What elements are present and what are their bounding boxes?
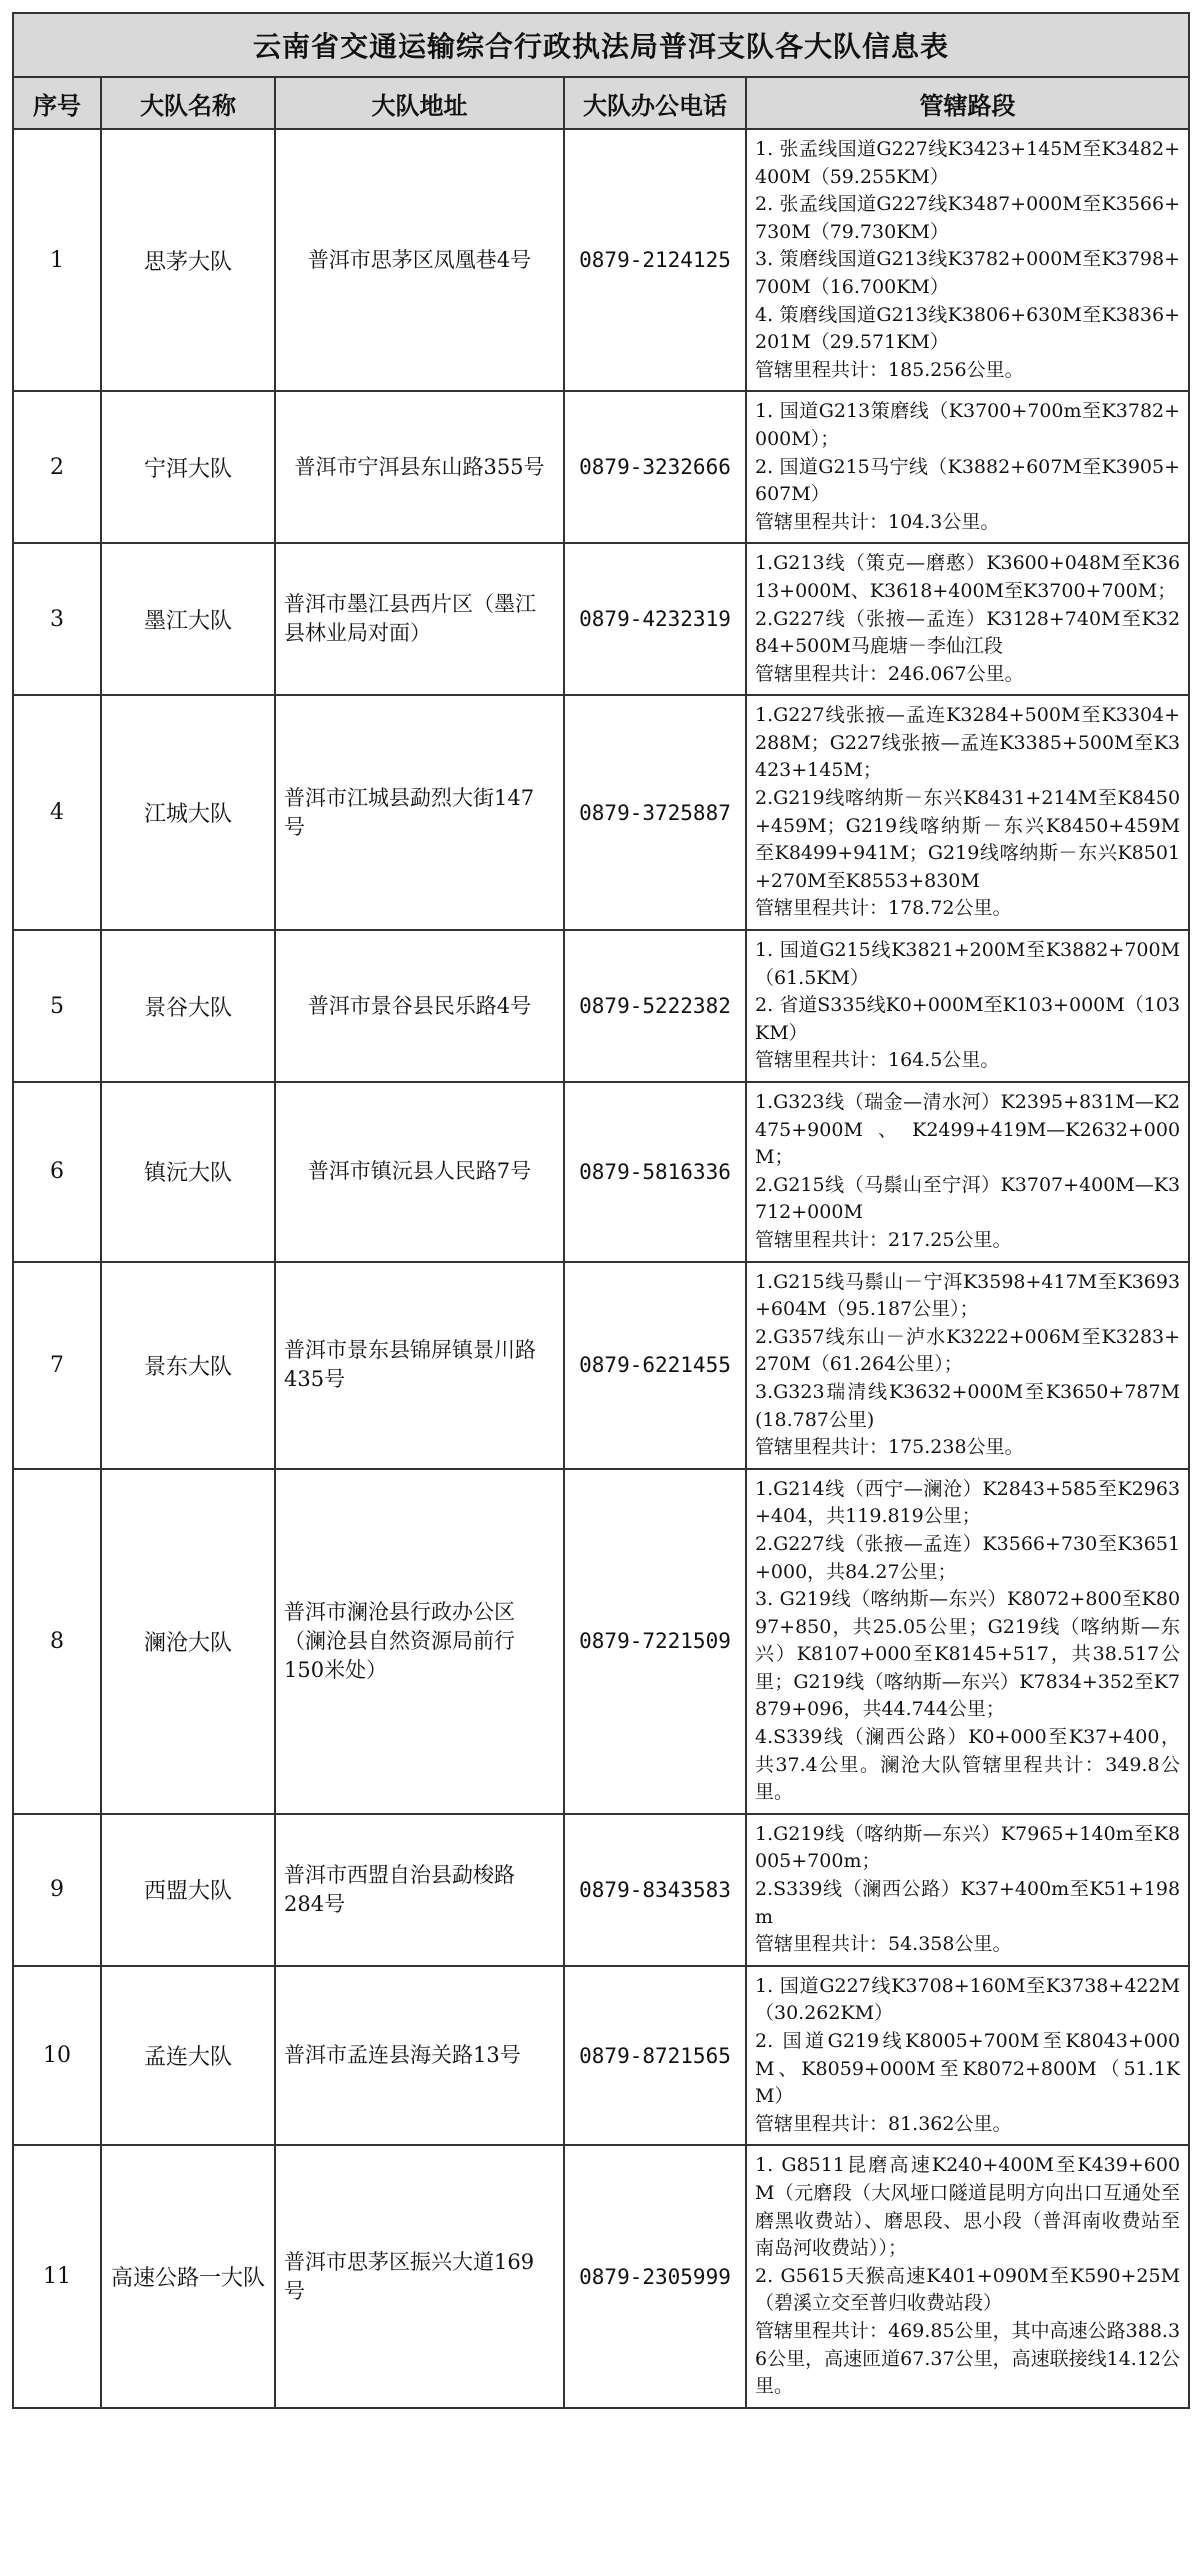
jurisdiction-routes (746, 129, 1189, 391)
row-number: 5 (13, 930, 101, 1082)
brigade-address: 普洱市江城县勐烈大街147号 (275, 695, 564, 930)
brigade-address: 普洱市景谷县民乐路4号 (275, 930, 564, 1082)
jurisdiction-routes (746, 391, 1189, 543)
table-row (13, 129, 1189, 391)
row-number: 3 (13, 543, 101, 695)
route-line: 2. 省道S335线K0+000M至K103+000M（103KM） (755, 994, 1181, 1044)
route-line: 4. 策磨线国道G213线K3806+630M至K3836+201M（29.571KM） (755, 303, 1181, 354)
header-no: 序号 (13, 77, 101, 129)
brigade-name: 墨江大队 (101, 543, 275, 695)
row-number: 7 (13, 1262, 101, 1469)
brigade-name: 澜沧大队 (101, 1469, 275, 1814)
route-line: 管辖里程共计：178.72公里。 (755, 897, 1012, 920)
route-line: 管辖里程共计：81.362公里。 (755, 2112, 1012, 2135)
table-row (13, 1469, 1189, 1814)
office-phone: 0879-5816336 (564, 1082, 746, 1262)
brigade-address: 普洱市墨江县西片区（墨江县林业局对面） (275, 543, 564, 695)
route-line: 1. 国道G215线K3821+200M至K3882+700M（61.5KM） (755, 939, 1181, 989)
table-row (13, 930, 1189, 1082)
brigade-address: 普洱市孟连县海关路13号 (275, 1966, 564, 2146)
route-line: 2.G227线（张掖—孟连）K3128+740M至K3284+500M马鹿塘－李仙江段 (755, 607, 1181, 658)
brigade-name: 景谷大队 (101, 930, 275, 1082)
route-line: 1.G323线（瑞金—清水河）K2395+831M—K2475+900M、K2499+419M—K2632+000M； (755, 1091, 1181, 1169)
table-title: 云南省交通运输综合行政执法局普洱支队各大队信息表 (13, 13, 1189, 77)
office-phone: 0879-3725887 (564, 695, 746, 930)
route-line: 1.G213线（策克—磨憨）K3600+048M至K3613+000M、K3618+400M至K3700+700M； (755, 552, 1181, 602)
brigade-name: 思茅大队 (101, 129, 275, 391)
route-line: 1. G8511昆磨高速K240+400M至K439+600M（元磨段（大风垭口隧道昆明方向出口互通处至磨黑收费站）、磨思段、思小段（普洱南收费站至南岛河收费站））； (755, 2154, 1181, 2260)
brigade-address: 普洱市西盟自治县勐梭路284号 (275, 1814, 564, 1966)
route-line: 2.S339线（澜西公路）K37+400m至K51+198m (755, 1878, 1181, 1928)
jurisdiction-routes (746, 2145, 1189, 2407)
row-number: 8 (13, 1469, 101, 1814)
header-row (13, 77, 1189, 129)
table-row (13, 543, 1189, 695)
route-line: 管辖里程共计：54.358公里。 (755, 1933, 1012, 1956)
office-phone: 0879-3232666 (564, 391, 746, 543)
route-line: 1. 张孟线国道G227线K3423+145M至K3482+400M（59.255KM） (755, 138, 1181, 188)
route-line: 管辖里程共计：185.256公里。 (755, 358, 1024, 381)
route-line: 3. G219线（喀纳斯—东兴）K8072+800至K8097+850，共25.05公里；G219线（喀纳斯—东兴）K8107+000至K8145+517，共38.517公里；G219线（喀纳斯—东兴）K7834+352至K7879+096，共44.744公里； (755, 1588, 1181, 1721)
brigade-name: 孟连大队 (101, 1966, 275, 2146)
office-phone: 0879-7221509 (564, 1469, 746, 1814)
brigade-name: 镇沅大队 (101, 1082, 275, 1262)
route-line: 2.G219线喀纳斯－东兴K8431+214M至K8450+459M；G219线喀纳斯－东兴K8450+459M至K8499+941M；G219线喀纳斯－东兴K8501+270M至K8553+830M (755, 787, 1181, 892)
row-number: 6 (13, 1082, 101, 1262)
title-row (13, 13, 1189, 77)
row-number: 1 (13, 129, 101, 391)
table-row (13, 2145, 1189, 2407)
table-row (13, 1814, 1189, 1966)
table-row (13, 1262, 1189, 1469)
route-line: 1.G219线（喀纳斯—东兴）K7965+140m至K8005+700m； (755, 1822, 1181, 1873)
route-line: 管辖里程共计：217.25公里。 (755, 1228, 1012, 1251)
jurisdiction-routes (746, 1814, 1189, 1966)
office-phone: 0879-8721565 (564, 1966, 746, 2146)
brigade-name: 景东大队 (101, 1262, 275, 1469)
table-row (13, 391, 1189, 543)
office-phone: 0879-4232319 (564, 543, 746, 695)
info-table (12, 12, 1190, 2409)
route-line: 管辖里程共计：246.067公里。 (755, 662, 1024, 685)
brigade-address: 普洱市澜沧县行政办公区（澜沧县自然资源局前行150米处） (275, 1469, 564, 1814)
office-phone: 0879-2305999 (564, 2145, 746, 2407)
header-address: 大队地址 (275, 77, 564, 129)
route-line: 2. 国道G215马宁线（K3882+607M至K3905+607M） (755, 455, 1181, 506)
route-line: 1. 国道G227线K3708+160M至K3738+422M（30.262KM） (755, 1974, 1181, 2025)
office-phone: 0879-5222382 (564, 930, 746, 1082)
brigade-name: 西盟大队 (101, 1814, 275, 1966)
row-number: 4 (13, 695, 101, 930)
route-line: 1.G227线张掖—孟连K3284+500M至K3304+288M；G227线张掖—孟连K3385+500M至K3423+145M； (755, 704, 1181, 782)
route-line: 3.G323瑞清线K3632+000M至K3650+787M(18.787公里) (755, 1380, 1181, 1431)
route-line: 1.G214线（西宁—澜沧）K2843+585至K2963+404，共119.819公里； (755, 1477, 1181, 1528)
route-line: 2.G227线（张掖—孟连）K3566+730至K3651+000，共84.27公里； (755, 1532, 1181, 1583)
jurisdiction-routes (746, 1262, 1189, 1469)
brigade-name: 高速公路一大队 (101, 2145, 275, 2407)
row-number: 2 (13, 391, 101, 543)
route-line: 1.G215线马鬃山－宁洱K3598+417M至K3693+604M（95.187公里）； (755, 1270, 1181, 1321)
header-phone: 大队办公电话 (564, 77, 746, 129)
jurisdiction-routes (746, 1966, 1189, 2146)
row-number: 11 (13, 2145, 101, 2407)
route-line: 4.S339线（澜西公路）K0+000至K37+400，共37.4公里。澜沧大队管辖里程共计：349.8公里。 (755, 1726, 1181, 1804)
route-line: 2. G5615天猴高速K401+090M至K590+25M（碧溪立交至普归收费站段） (755, 2264, 1181, 2315)
brigade-address: 普洱市宁洱县东山路355号 (275, 391, 564, 543)
route-line: 2.G215线（马鬃山至宁洱）K3707+400M—K3712+000M (755, 1173, 1181, 1224)
office-phone: 0879-2124125 (564, 129, 746, 391)
header-route: 管辖路段 (746, 77, 1189, 129)
jurisdiction-routes (746, 930, 1189, 1082)
route-line: 管辖里程共计：104.3公里。 (755, 510, 1000, 533)
table-row (13, 1082, 1189, 1262)
route-line: 1. 国道G213策磨线（K3700+700m至K3782+000M）； (755, 400, 1181, 450)
route-line: 3. 策磨线国道G213线K3782+000M至K3798+700M（16.700KM） (755, 248, 1181, 298)
table-row (13, 695, 1189, 930)
brigade-address: 普洱市思茅区振兴大道169号 (275, 2145, 564, 2407)
route-line: 2. 国道G219线K8005+700M至K8043+000M、K8059+000M至K8072+800M（51.1KM） (755, 2030, 1181, 2108)
route-line: 2. 张孟线国道G227线K3487+000M至K3566+730M（79.730KM） (755, 193, 1181, 243)
brigade-address: 普洱市思茅区凤凰巷4号 (275, 129, 564, 391)
brigade-name: 江城大队 (101, 695, 275, 930)
brigade-address: 普洱市景东县锦屏镇景川路435号 (275, 1262, 564, 1469)
jurisdiction-routes (746, 543, 1189, 695)
table-row (13, 1966, 1189, 2146)
brigade-name: 宁洱大队 (101, 391, 275, 543)
office-phone: 0879-8343583 (564, 1814, 746, 1966)
route-line: 管辖里程共计：469.85公里，其中高速公路388.36公里，高速匝道67.37公里，高速联接线14.12公里。 (755, 2319, 1181, 2398)
row-number: 10 (13, 1966, 101, 2146)
header-name: 大队名称 (101, 77, 275, 129)
office-phone: 0879-6221455 (564, 1262, 746, 1469)
jurisdiction-routes (746, 695, 1189, 930)
route-line: 管辖里程共计：164.5公里。 (755, 1049, 1000, 1072)
row-number: 9 (13, 1814, 101, 1966)
route-line: 2.G357线东山－泸水K3222+006M至K3283+270M（61.264公里）； (755, 1325, 1181, 1376)
jurisdiction-routes (746, 1469, 1189, 1814)
jurisdiction-routes (746, 1082, 1189, 1262)
brigade-address: 普洱市镇沅县人民路7号 (275, 1082, 564, 1262)
route-line: 管辖里程共计：175.238公里。 (755, 1436, 1024, 1459)
